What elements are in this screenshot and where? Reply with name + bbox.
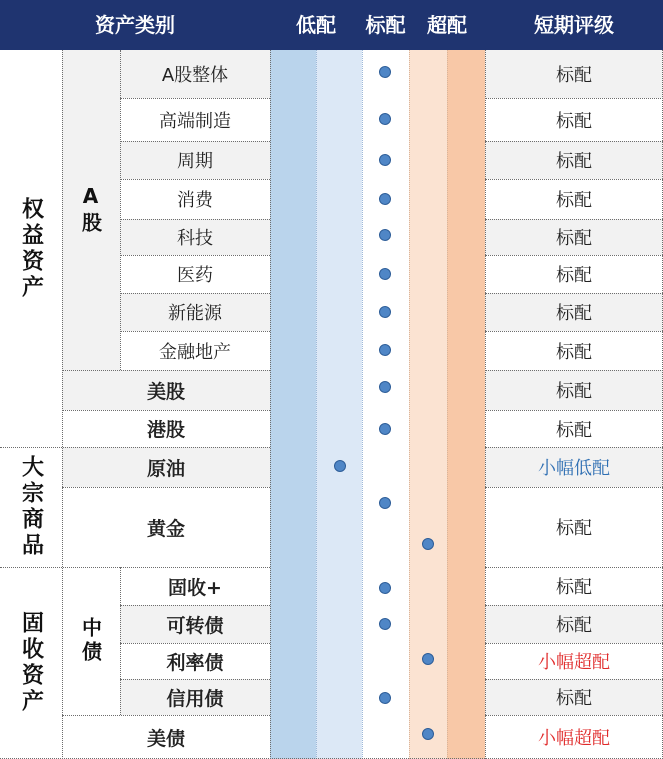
asset-name: 港股 <box>146 419 185 441</box>
rating: 小幅超配 <box>538 652 610 673</box>
allocation-dot <box>379 268 391 280</box>
allocation-dot <box>379 306 391 318</box>
grid-line <box>62 370 270 371</box>
grid-line <box>485 141 663 142</box>
header-rating: 短期评级 <box>534 13 614 37</box>
grid-line <box>485 219 663 220</box>
grid-line <box>485 410 663 411</box>
asset-name: 黄金 <box>146 517 185 540</box>
rating: 标配 <box>556 65 592 86</box>
asset-name: 可转债 <box>166 614 224 637</box>
asset-name: 美股 <box>146 380 185 403</box>
grid-line <box>485 293 663 294</box>
low-band-1 <box>270 50 316 759</box>
grid-line <box>120 567 121 715</box>
grid-line <box>120 679 270 680</box>
rating: 标配 <box>556 615 592 636</box>
allocation-dot <box>422 538 434 550</box>
group-label-equity: 权益资产 <box>18 196 44 301</box>
rating: 标配 <box>556 265 592 286</box>
rating: 标配 <box>556 303 592 324</box>
allocation-dot <box>379 618 391 630</box>
rating: 标配 <box>556 688 592 709</box>
rating: 标配 <box>556 577 592 598</box>
rating: 标配 <box>556 419 592 441</box>
asset-name: 美债 <box>146 727 185 750</box>
rating: 标配 <box>556 110 592 132</box>
header-standard: 标配 <box>365 13 406 37</box>
rating: 标配 <box>556 518 592 539</box>
header-low: 低配 <box>296 13 336 37</box>
allocation-dot <box>379 193 391 205</box>
asset-name: 新能源 <box>168 303 222 324</box>
asset-name: 信用债 <box>166 687 224 710</box>
grid-line <box>120 331 270 332</box>
rating: 标配 <box>556 151 592 172</box>
allocation-dot <box>379 423 391 435</box>
allocation-dot <box>422 728 434 740</box>
allocation-dot <box>379 154 391 166</box>
allocation-dot <box>379 66 391 78</box>
allocation-dot <box>379 497 391 509</box>
grid-line <box>409 50 410 759</box>
grid-line <box>120 98 270 99</box>
grid-line <box>120 293 270 294</box>
allocation-dot <box>334 460 346 472</box>
grid-line <box>316 50 317 759</box>
asset-name: 金融地产 <box>159 341 231 363</box>
grid-line <box>485 643 663 644</box>
asset-name: 科技 <box>177 228 213 249</box>
grid-line <box>120 255 270 256</box>
grid-line <box>62 715 270 716</box>
grid-line <box>485 679 663 680</box>
grid-line <box>362 50 363 759</box>
grid-line <box>120 141 270 142</box>
asset-name: A股整体 <box>161 65 229 86</box>
allocation-dot <box>379 113 391 125</box>
over-band-2 <box>447 50 485 759</box>
grid-line <box>485 255 663 256</box>
grid-line <box>485 50 486 759</box>
rating: 标配 <box>556 190 592 211</box>
grid-line <box>485 98 663 99</box>
grid-line <box>62 487 270 488</box>
allocation-dot <box>422 653 434 665</box>
group-label-china-bond: 中债 <box>78 617 103 665</box>
group-label-commodity: 大宗商品 <box>18 455 44 559</box>
header-asset-class: 资产类别 <box>95 13 175 37</box>
allocation-dot <box>379 229 391 241</box>
asset-name: 周期 <box>177 151 213 172</box>
grid-line <box>485 487 663 488</box>
allocation-dot <box>379 344 391 356</box>
grid-line <box>62 50 63 759</box>
rating: 小幅低配 <box>538 458 610 479</box>
low-band-2 <box>316 50 362 759</box>
asset-name: 固收+ <box>168 576 222 599</box>
group-label-fixed-income: 固收资产 <box>18 611 44 715</box>
allocation-dot <box>379 582 391 594</box>
asset-name: 医药 <box>177 265 213 286</box>
grid-line <box>120 219 270 220</box>
asset-name: 利率债 <box>166 651 224 674</box>
grid-line <box>62 410 270 411</box>
grid-line <box>270 50 271 759</box>
grid-line <box>120 643 270 644</box>
rating: 标配 <box>556 228 592 249</box>
allocation-dot <box>379 381 391 393</box>
grid-line <box>0 567 270 568</box>
grid-line <box>120 179 270 180</box>
grid-line <box>485 447 663 448</box>
grid-line <box>485 179 663 180</box>
rating: 小幅超配 <box>538 728 610 749</box>
grid-line <box>485 331 663 332</box>
grid-line <box>485 370 663 371</box>
asset-name: 高端制造 <box>159 110 231 132</box>
rating: 标配 <box>556 341 592 363</box>
header-over: 超配 <box>427 13 467 37</box>
rating: 标配 <box>556 381 592 402</box>
grid-line <box>120 605 270 606</box>
table-header <box>0 0 663 50</box>
group-label-a-share: A股 <box>78 184 103 236</box>
asset-name: 原油 <box>146 457 185 480</box>
grid-line <box>485 605 663 606</box>
allocation-dot <box>379 692 391 704</box>
grid-line <box>485 567 663 568</box>
asset-name: 消费 <box>177 190 213 211</box>
grid-line <box>0 447 270 448</box>
grid-line <box>485 715 663 716</box>
grid-line <box>447 50 448 759</box>
